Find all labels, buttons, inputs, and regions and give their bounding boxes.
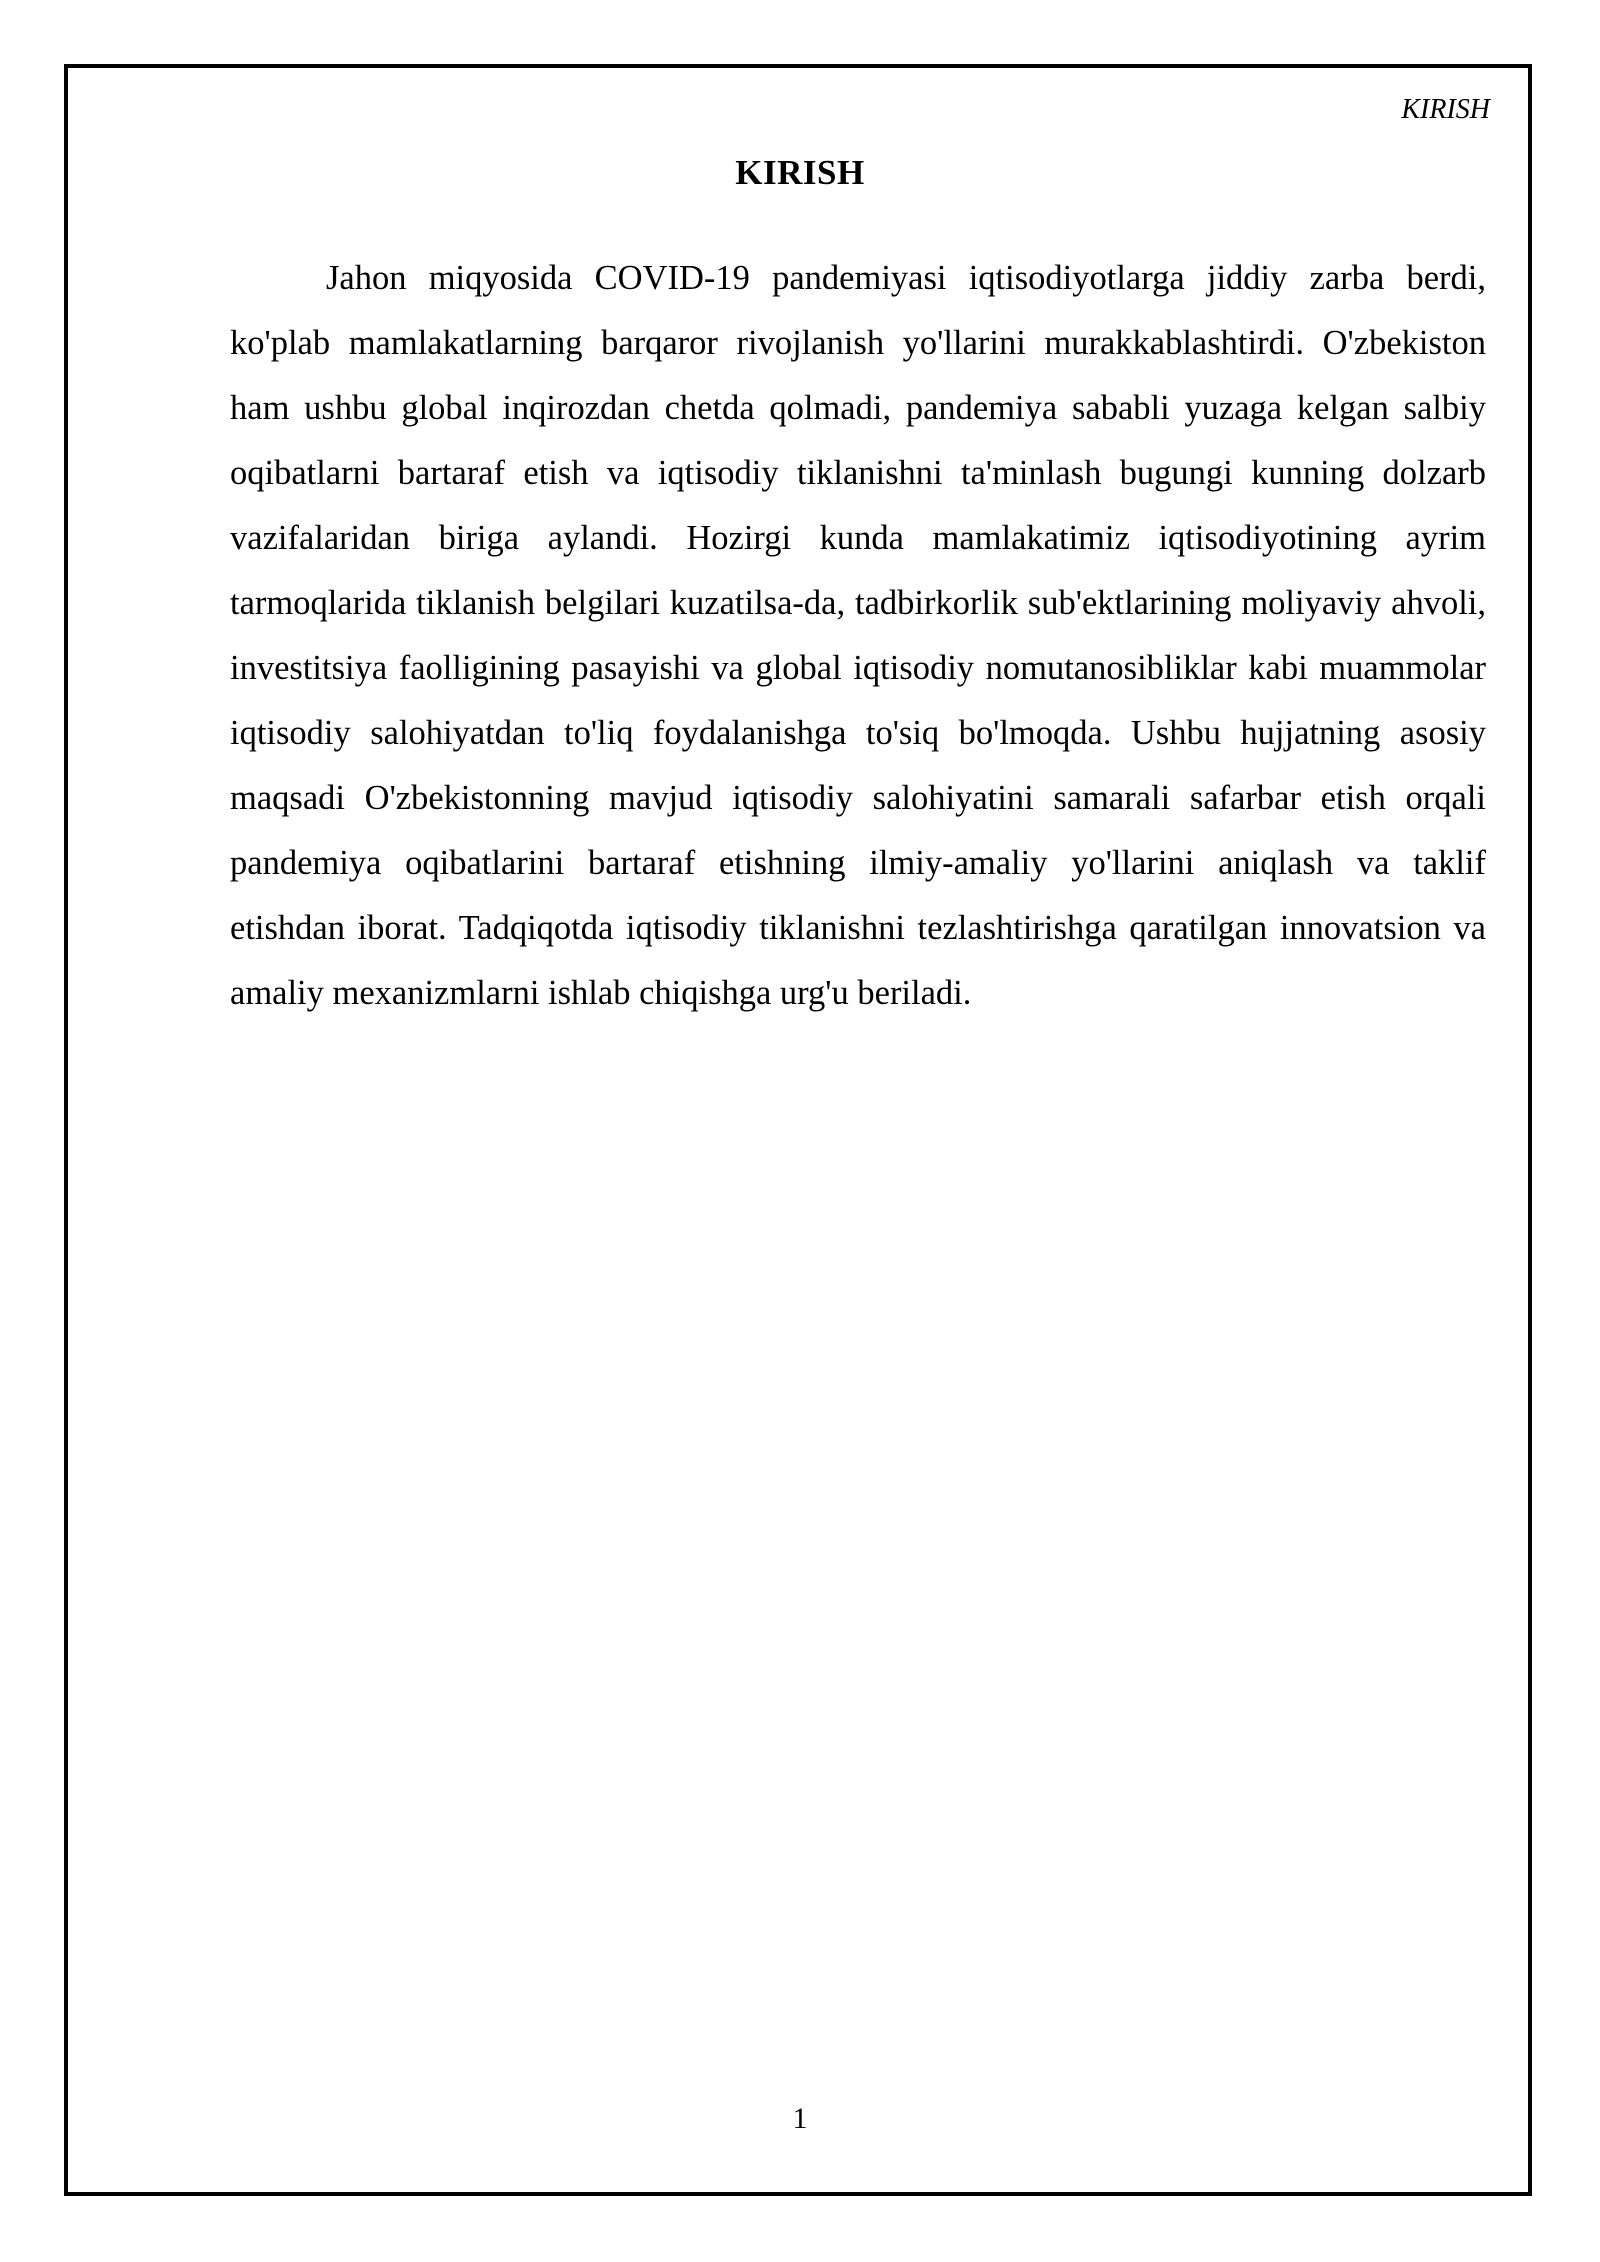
page-title: KIRISH bbox=[735, 153, 865, 192]
body-paragraph: Jahon miqyosida COVID-19 pandemiyasi iqtisodiyotlarga jiddiy zarba berdi, ko'plab mamlakatlarning barqaror rivojlanish yo'llarini murakkablashtirdi. O'zbekiston ham ushbu global inqirozdan chetda qolmadi, pandemiya sababli yuzaga kelgan salbiy oqibatlarni bartaraf etish va iqtisodiy tiklanishni ta'minlash bugungi kunning dolzarb vazifalaridan biriga aylandi. Hozirgi kunda mamlakatimiz iqtisodiyotining ayrim tarmoqlarida tiklanish belgilari kuzatilsa-da, tadbirkorlik sub'ektlarining moliyaviy ahvoli, investitsiya faolligining pasayishi va global iqtisodiy nomutanosibliklar kabi muammolar iqtisodiy salohiyatdan to'liq foydalanishga to'siq bo'lmoqda. Ushbu hujjatning asosiy maqsadi O'zbekistonning mavjud iqtisodiy salohiyatini samarali safarbar etish orqali pandemiya oqibatlarini bartaraf etishning ilmiy-amaliy yo'llarini aniqlash va taklif etishdan iborat. Tadqiqotda iqtisodiy tiklanishni tezlashtirishga qaratilgan innovatsion va amaliy mexanizmlarni ishlab chiqishga urg'u beriladi. bbox=[230, 259, 1486, 1012]
page-number: 1 bbox=[792, 2102, 808, 2135]
running-header: KIRISH bbox=[1401, 94, 1490, 125]
